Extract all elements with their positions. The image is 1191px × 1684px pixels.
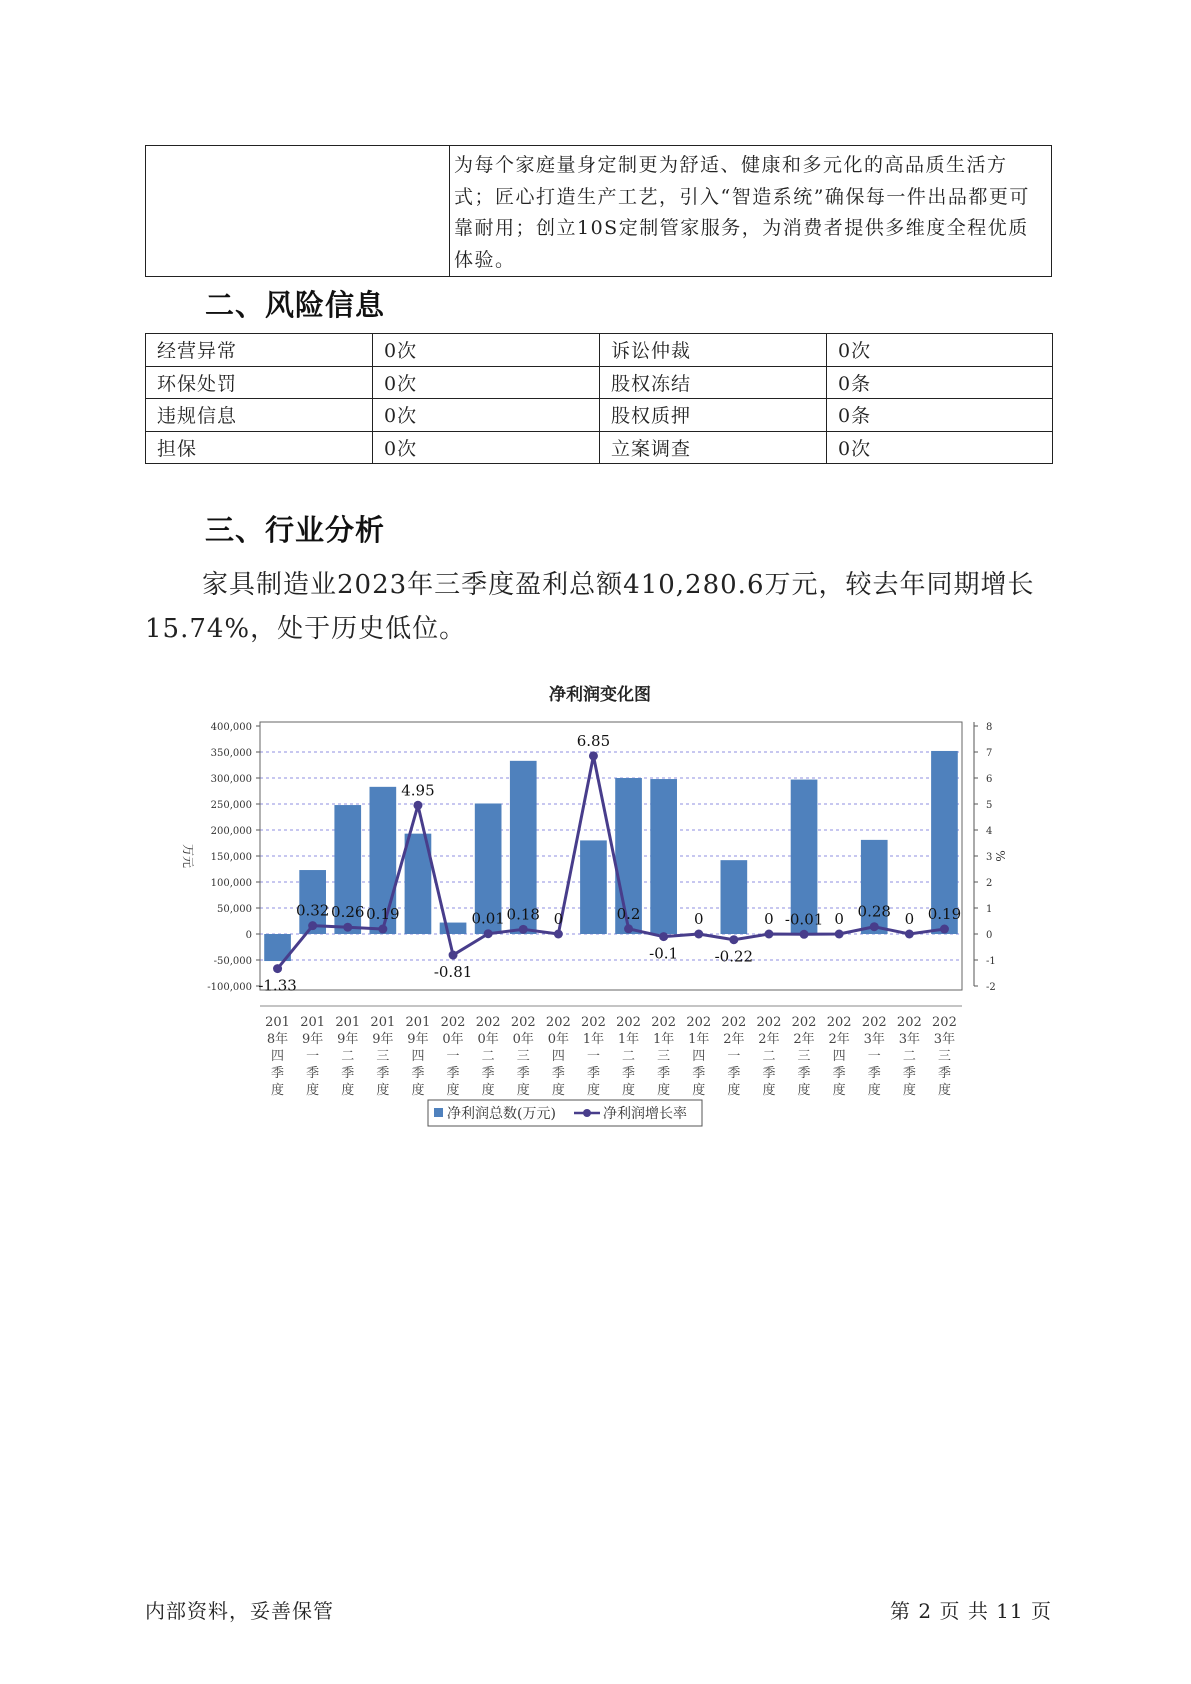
risk-row xyxy=(146,431,1053,464)
risk-value: 0条 xyxy=(827,399,1053,432)
y-tick-label: 250,000 xyxy=(210,800,252,811)
risk-value: 0条 xyxy=(827,366,1053,399)
y2-tick-label: 1 xyxy=(986,904,993,915)
risk-label: 环保处罚 xyxy=(146,366,373,399)
risk-value: 0次 xyxy=(827,431,1053,464)
risk-row xyxy=(146,334,1053,367)
y2-tick-label: -2 xyxy=(986,982,996,993)
y2-tick-label: 8 xyxy=(986,722,993,733)
x-tick-label: 202 1年二季度 xyxy=(616,1015,641,1098)
risk-label: 股权质押 xyxy=(600,399,827,432)
y-tick-label: 50,000 xyxy=(217,904,252,915)
y2-tick-label: 6 xyxy=(986,774,993,785)
y-tick-label: 0 xyxy=(245,930,252,941)
growth-rate-label: 0.28 xyxy=(857,902,891,921)
growth-rate-label: 4.95 xyxy=(401,781,435,800)
growth-rate-label: -1.33 xyxy=(258,976,297,995)
risk-label: 股权冻结 xyxy=(600,366,827,399)
x-tick-label: 202 2年三季度 xyxy=(791,1015,817,1098)
x-tick-label: 201 9年三季度 xyxy=(370,1015,396,1098)
intro-text: 为每个家庭量身定制更为舒适、健康和多元化的高品质生活方式；匠心打造生产工艺，引入“智造系统”确保每一件出品都更可靠耐用；创立10S定制管家服务，为消费者提供多维度全程优质体验。 xyxy=(454,154,1030,271)
x-tick-label: 202 2年四季度 xyxy=(826,1015,852,1098)
x-tick-label: 202 1年四季度 xyxy=(686,1015,712,1098)
y-tick-label: 200,000 xyxy=(210,826,252,837)
bar-net-profit xyxy=(650,779,677,934)
risk-row xyxy=(146,366,1053,399)
growth-rate-point xyxy=(554,930,563,939)
x-tick-label: 201 9年四季度 xyxy=(405,1015,431,1098)
x-tick-label: 202 1年三季度 xyxy=(651,1015,677,1098)
bar-net-profit xyxy=(721,860,748,934)
y2-axis-label: % xyxy=(993,850,1007,862)
growth-rate-label: 6.85 xyxy=(576,731,611,750)
analysis-paragraph-line1: 家具制造业2023年三季度盈利总额410,280.6万元，较去年同期增长 xyxy=(202,570,1035,600)
growth-rate-label: -0.1 xyxy=(649,944,679,963)
intro-table xyxy=(145,145,1052,277)
x-tick-label: 202 1年一季度 xyxy=(581,1015,606,1098)
legend-swatch-bar xyxy=(434,1108,443,1117)
risk-label: 违规信息 xyxy=(146,399,373,432)
y-tick-label: -100,000 xyxy=(207,982,252,993)
growth-rate-point xyxy=(659,932,668,941)
section-title-industry: 三、行业分析 xyxy=(205,513,386,547)
intro-left-cell xyxy=(146,146,450,277)
risk-table xyxy=(145,333,1053,464)
growth-rate-label: -0.81 xyxy=(433,963,473,982)
x-tick-label: 202 2年一季度 xyxy=(721,1015,747,1098)
x-tick-label: 202 0年二季度 xyxy=(475,1015,501,1098)
growth-rate-label: 0 xyxy=(553,910,564,928)
risk-label: 经营异常 xyxy=(146,334,373,367)
growth-rate-label: 0 xyxy=(693,910,704,928)
footer-confidential: 内部资料，妥善保管 xyxy=(145,1599,334,1623)
x-tick-label: 202 0年三季度 xyxy=(510,1015,536,1098)
risk-value: 0次 xyxy=(373,431,600,464)
growth-rate-point xyxy=(624,924,633,933)
section-title-risk: 二、风险信息 xyxy=(205,288,386,322)
growth-rate-point xyxy=(273,964,282,973)
growth-rate-label: 0.01 xyxy=(471,909,505,928)
y-tick-label: -50,000 xyxy=(213,956,252,967)
growth-rate-point xyxy=(940,925,949,934)
y2-tick-label: 7 xyxy=(986,748,993,759)
footer-page-number: 第 2 页 共 11 页 xyxy=(890,1599,1052,1623)
growth-rate-point xyxy=(343,923,352,932)
growth-rate-label: 0 xyxy=(764,910,774,928)
growth-rate-label: 0.19 xyxy=(366,905,400,924)
x-tick-label: 202 3年三季度 xyxy=(932,1015,957,1098)
growth-rate-point xyxy=(519,925,528,934)
growth-rate-label: 0 xyxy=(904,910,915,928)
y2-tick-label: 2 xyxy=(986,878,993,889)
y2-tick-label: 4 xyxy=(986,826,993,837)
risk-value: 0次 xyxy=(373,399,600,432)
analysis-paragraph-line2: 15.74%，处于历史低位。 xyxy=(145,614,467,644)
growth-rate-label: 0.18 xyxy=(506,905,540,924)
growth-rate-point xyxy=(870,922,879,931)
y2-tick-label: 5 xyxy=(986,800,993,811)
growth-rate-point xyxy=(413,801,422,810)
bar-net-profit xyxy=(440,923,467,934)
x-tick-label: 202 0年四季度 xyxy=(545,1015,571,1098)
bar-net-profit xyxy=(580,840,607,934)
growth-rate-point xyxy=(589,751,598,760)
risk-row xyxy=(146,399,1053,432)
y-tick-label: 350,000 xyxy=(210,748,252,759)
intro-right-cell xyxy=(450,146,1052,277)
x-tick-label: 202 3年二季度 xyxy=(896,1015,922,1098)
y-tick-label: 400,000 xyxy=(210,722,252,733)
growth-rate-label: -0.22 xyxy=(714,947,754,966)
risk-value: 0次 xyxy=(827,334,1053,367)
growth-rate-point xyxy=(694,930,703,939)
risk-value: 0次 xyxy=(373,334,600,367)
y-axis-label: 万元 xyxy=(181,843,195,869)
growth-rate-point xyxy=(729,935,738,944)
y2-tick-label: -1 xyxy=(986,956,996,967)
growth-rate-label: -0.01 xyxy=(784,910,824,929)
risk-label: 立案调查 xyxy=(600,431,827,464)
legend-swatch-point xyxy=(583,1109,591,1117)
growth-rate-point xyxy=(800,930,809,939)
y-tick-label: 150,000 xyxy=(210,852,252,863)
risk-value: 0次 xyxy=(373,366,600,399)
growth-rate-label: 0.32 xyxy=(295,901,330,920)
growth-rate-point xyxy=(484,929,493,938)
growth-rate-point xyxy=(449,951,458,960)
x-tick-label: 201 9年二季度 xyxy=(335,1015,361,1098)
x-tick-label: 202 2年二季度 xyxy=(756,1015,782,1098)
growth-rate-point xyxy=(835,930,844,939)
x-tick-label: 202 3年一季度 xyxy=(861,1015,887,1098)
risk-label: 诉讼仲裁 xyxy=(600,334,827,367)
x-tick-label: 201 9年一季度 xyxy=(300,1015,326,1098)
growth-rate-point xyxy=(378,925,387,934)
risk-label: 担保 xyxy=(146,431,373,464)
y2-tick-label: 3 xyxy=(986,852,993,863)
growth-rate-label: 0.2 xyxy=(616,904,641,923)
x-tick-label: 201 8年四季度 xyxy=(265,1015,290,1098)
growth-rate-point xyxy=(308,921,317,930)
y-tick-label: 300,000 xyxy=(210,774,252,785)
growth-rate-point xyxy=(764,930,773,939)
legend-label-bar: 净利润总数(万元) xyxy=(447,1106,556,1122)
y-tick-label: 100,000 xyxy=(210,878,252,889)
growth-rate-point xyxy=(905,930,914,939)
x-tick-label: 202 0年一季度 xyxy=(440,1015,466,1098)
growth-rate-label: 0 xyxy=(834,910,844,928)
growth-rate-label: 0.26 xyxy=(331,903,365,922)
legend-label-line: 净利润增长率 xyxy=(603,1106,687,1122)
chart-title: 净利润变化图 xyxy=(549,685,651,705)
growth-rate-label: 0.19 xyxy=(927,905,962,924)
y2-tick-label: 0 xyxy=(986,930,993,941)
net-profit-chart xyxy=(160,670,1040,1140)
